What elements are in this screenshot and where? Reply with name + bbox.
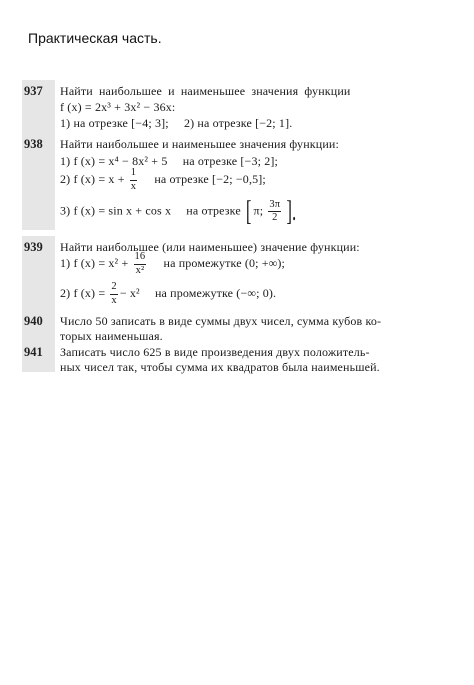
fraction [130,168,137,192]
problem-text: Найти наибольшее и наименьшее значения функции [60,84,351,98]
problem-number: 941 [24,345,43,359]
problem-part [60,196,300,227]
problem-number: 937 [24,84,43,98]
problem-part [60,154,278,169]
problem-part [60,252,285,276]
right-bracket: ]. [286,196,297,227]
problem-number: 938 [24,137,43,151]
problem-part [60,168,266,192]
problem-text: Найти наибольшее (или наименьшее) значение функции: [60,240,360,254]
numerator: 16 [134,252,147,265]
part-formula: 3) f (x) = sin x + cos x [60,203,172,218]
page-heading: Практическая часть. [28,30,162,46]
part-formula: 1) f (x) = x⁴ − 8x² + 5 [60,154,168,168]
problem-text: Найти наибольшее и наименьшее значения функции: [60,137,339,151]
part-range: на промежутке (−∞; 0). [154,285,277,300]
part-2: 2) на отрезке [−2; 1]. [183,116,293,130]
problem-text-line: торых наименьшая. [60,329,163,343]
part-range: на отрезке [186,203,241,218]
part-formula-tail: − x² [119,285,140,300]
denominator: 2 [272,212,278,224]
part-formula: 2) f (x) = x + [60,171,125,186]
fraction [110,282,117,306]
part-range: на промежутке (0; +∞); [163,255,286,270]
fraction [134,252,147,276]
numerator: 2 [110,282,117,295]
problem-text-line: Записать число 625 в виде произведения двух положитель- [60,345,370,359]
numerator: 3π [268,200,281,213]
part-range: на отрезке [−2; −0,5]; [154,171,266,186]
interval-start: π; [253,203,264,218]
problem-text-line: Число 50 записать в виде суммы двух чисел, сумма кубов ко- [60,314,382,328]
part-range: на отрезке [−3; 2]; [182,154,279,168]
number-column-block-1 [22,80,55,230]
problem-text-line: ных чисел так, чтобы сумма их квадратов была наименьшей. [60,360,380,374]
denominator: x [111,294,117,306]
part-formula: 1) f (x) = x² + [60,255,129,270]
problem-parts [60,116,292,131]
fraction [268,200,281,224]
denominator: x [130,180,137,192]
left-bracket: [ [245,196,252,227]
problem-part [60,282,276,306]
numerator: 1 [130,168,137,181]
part-formula: 2) f (x) = [60,285,106,300]
part-1: 1) на отрезке [−4; 3]; [60,116,169,130]
problem-number: 940 [24,314,43,328]
problem-function: f (x) = 2x³ + 3x² − 36x: [60,100,176,114]
denominator: x² [135,264,145,276]
problem-number: 939 [24,240,43,254]
